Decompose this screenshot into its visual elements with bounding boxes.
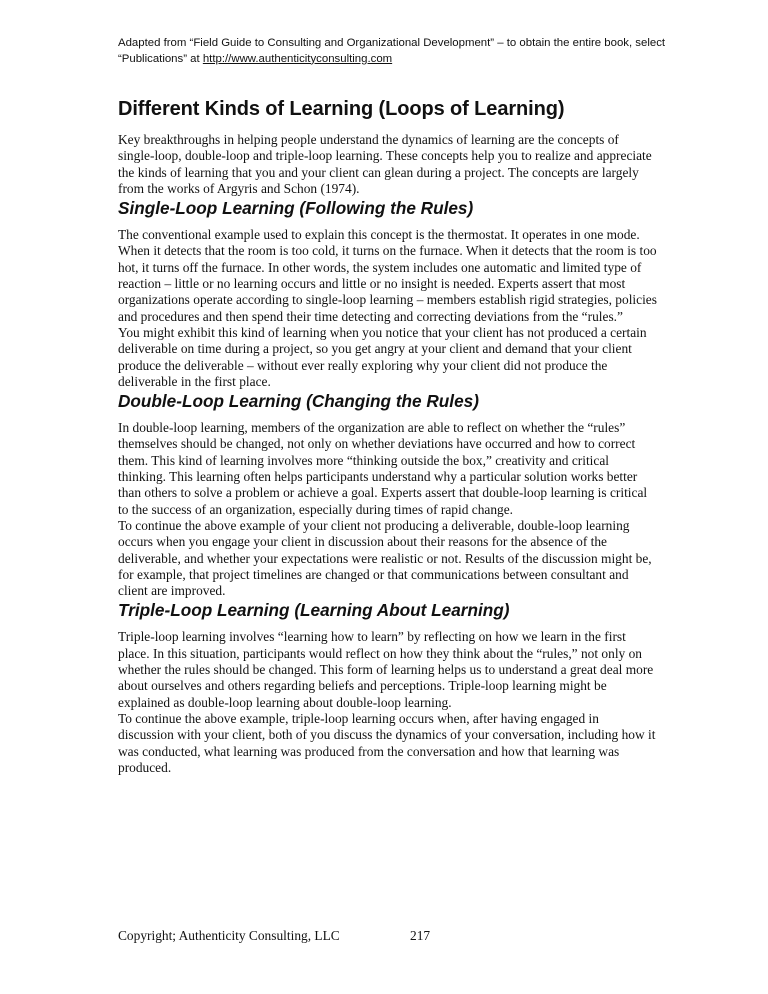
page-number: 217	[410, 928, 431, 943]
double-loop-paragraph-1: In double-loop learning, members of the organization are able to reflect on whether the “rules” themselves should be changed, not only on whether deviations have occurred and how to correct them. This kind of learning involves more “thinking outside the box,” creativity and critical thinking. This learning often helps participants understand why a particular solution works better than others to solve a problem or achieve a goal. Experts assert that double-loop learning is critical to the success of an organization, especially during times of rapid change.	[118, 420, 648, 517]
page-title: Different Kinds of Learning (Loops of Learning)	[118, 98, 565, 120]
website-link[interactable]: http://www.authenticityconsulting.com	[202, 52, 393, 65]
section-heading-triple-loop: Triple-Loop Learning (Learning About Learning)	[118, 600, 510, 621]
triple-loop-paragraph-2: To continue the above example, triple-loop learning occurs when, after having engaged in discussion with your client, both of you discuss the dynamics of your conversation, including how it was conducted, what learning was produced from the conversation and how that learning was produced.	[118, 710, 656, 775]
page-content	[118, 96, 658, 776]
double-loop-paragraph-2: To continue the above example of your client not producing a deliverable, double-loop learning occurs when you engage your client in discussion about their reasons for the absence of the deliverable, and whether your expectations were realistic or not. Results of the discussion might be, for example, that project timelines are changed or that communications between consultant and client are improved.	[118, 517, 652, 599]
single-loop-paragraph-1: The conventional example used to explain this concept is the thermostat. It operates in one mode. When it detects that the room is too cold, it turns on the furnace. When it detects that the room is too hot, it turns off the furnace. In other words, the system includes one automatic and limited type of reaction – little or no learning occurs and little or no insight is needed. Experts assert that most organizations operate according to single-loop learning – members establish rigid strategies, policies and procedures and then spend their time detecting and correcting deviations from the “rules.”	[118, 227, 657, 324]
section-heading-double-loop: Double-Loop Learning (Changing the Rules)	[118, 391, 479, 412]
footer-copyright: Copyright; Authenticity Consulting, LLC	[118, 928, 340, 943]
intro-paragraph: Key breakthroughs in helping people understand the dynamics of learning are the concepts of single-loop, double-loop and triple-loop learning. These concepts help you to realize and appreciate the kinds of learning that you and your client can glean during a project. The concepts are largely from the works of Argyris and Schon (1974).	[118, 132, 652, 196]
header-note	[118, 36, 678, 67]
single-loop-paragraph-2: You might exhibit this kind of learning when you notice that your client has not produced a certain deliverable on time during a project, so you get angry at your client and demand that your client produce the deliverable – without ever really exploring why your client did not produce the deliverable in the first place.	[118, 324, 647, 389]
triple-loop-paragraph-1: Triple-loop learning involves “learning how to learn” by reflecting on how we learn in the first place. In this situation, participants would reflect on how they think about the “rules,” not only on whether the rules should be changed. This form of learning helps us to understand a great deal more about ourselves and others regarding beliefs and perceptions. Triple-loop learning might be explained as double-loop learning about double-loop learning.	[118, 629, 654, 710]
header-note-text: Adapted from “Field Guide to Consulting and Organizational Development” – to obtain the entire book, select “Publications” at	[118, 37, 666, 65]
section-heading-single-loop: Single-Loop Learning (Following the Rules)	[118, 198, 474, 219]
